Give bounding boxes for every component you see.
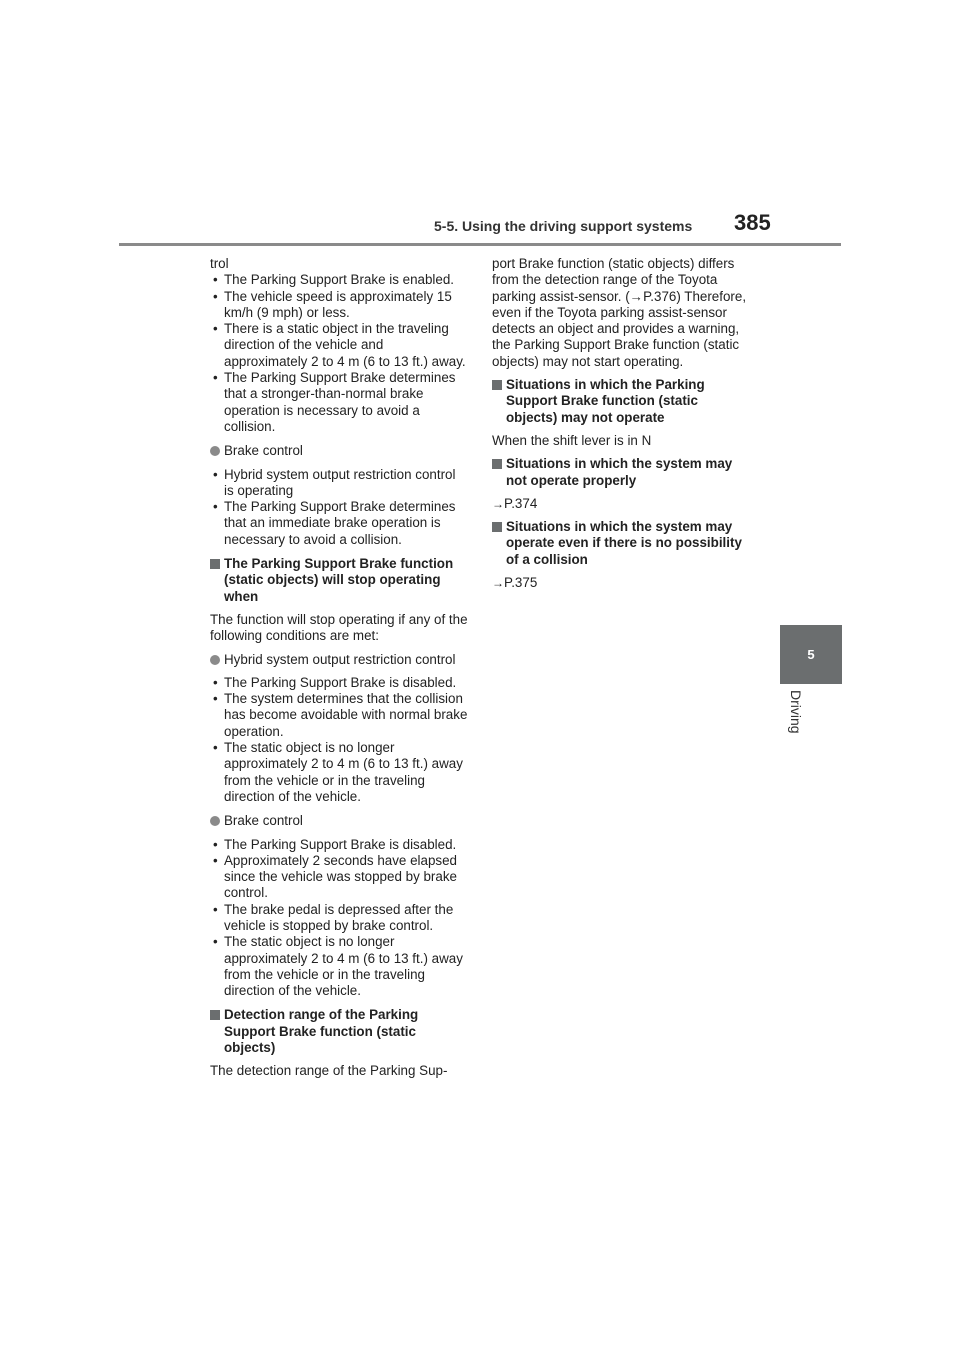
right-column xyxy=(492,256,750,598)
page-reference-text: P.374 xyxy=(504,495,538,511)
list-item: • The vehicle speed is approximately 15 km/h (9 mph) or less. xyxy=(210,289,468,322)
page-reference-link[interactable] xyxy=(492,575,750,591)
left-column xyxy=(210,256,468,1087)
list-item: • The static object is no longer approximately 2 to 4 m (6 to 13 ft.) away from the vehicle or in the traveling direction of the vehicle. xyxy=(210,934,468,999)
may-not-operate-heading xyxy=(492,377,750,426)
no-collision-title: Situations in which the system may operate even if there is no possibility of a collision xyxy=(506,519,742,567)
list-item: • The static object is no longer approximately 2 to 4 m (6 to 13 ft.) away from the vehicle or in the traveling direction of the vehicle. xyxy=(210,740,468,805)
not-properly-title: Situations in which the system may not operate properly xyxy=(506,456,733,488)
stop-heading-text: The Parking Support Brake function (static objects) will stop operating when xyxy=(224,556,454,604)
brake-control-stop-list xyxy=(210,837,468,1000)
page-reference-link[interactable] xyxy=(492,496,750,512)
square-bullet-icon xyxy=(492,522,502,532)
stop-operating-heading xyxy=(210,556,468,605)
list-item: • The system determines that the collision has become avoidable with normal brake operation. xyxy=(210,691,468,740)
list-item: • The Parking Support Brake determines that an immediate brake operation is necessary to avoid a collision. xyxy=(210,499,468,548)
condition-list xyxy=(210,272,468,435)
page-reference-text: P.375 xyxy=(504,575,538,591)
hybrid-restriction-heading xyxy=(210,652,468,668)
circle-bullet-icon xyxy=(210,446,220,456)
arrow-right-icon: → xyxy=(492,496,504,511)
square-bullet-icon xyxy=(492,380,502,390)
square-bullet-icon xyxy=(210,1010,220,1020)
not-properly-heading xyxy=(492,456,750,489)
stop-intro: The function will stop operating if any of the following conditions are met: xyxy=(210,611,468,644)
continued-text: trol xyxy=(210,256,229,271)
brake-control-heading xyxy=(210,813,468,829)
section-title: 5-5. Using the driving support systems xyxy=(434,218,693,234)
no-collision-heading xyxy=(492,519,750,568)
list-item: • The Parking Support Brake is disabled. xyxy=(210,675,468,691)
hybrid-restriction-list xyxy=(210,675,468,805)
list-item: • Hybrid system output restriction control is operating xyxy=(210,467,468,500)
brake-control-title: Brake control xyxy=(224,813,303,829)
list-item: • Approximately 2 seconds have elapsed since the vehicle was stopped by brake control. xyxy=(210,853,468,902)
hybrid-restriction-title: Hybrid system output restriction control xyxy=(224,651,456,667)
circle-bullet-icon xyxy=(210,655,220,665)
list-item: • There is a static object in the traveling direction of the vehicle and approximately 2 to 4 m (6 to 13 ft.) away. xyxy=(210,321,468,370)
list-item: • The Parking Support Brake determines that a stronger-than-normal brake operation is necessary to avoid a collision. xyxy=(210,370,468,435)
header-divider xyxy=(119,243,841,246)
list-item: • The brake pedal is depressed after the vehicle is stopped by brake control. xyxy=(210,902,468,935)
may-not-operate-text: When the shift lever is in N xyxy=(492,432,652,448)
chapter-number: 5 xyxy=(807,647,815,662)
brake-control-list xyxy=(210,467,468,548)
detection-continued-text: port Brake function (static objects) differs from the detection range of the Toyota parking assist-sensor. (→P.376) Therefore, even if the Toyota parking assist-sensor detects an object and provides a warning, the Parking Support Brake function (static objects) may not start operating. xyxy=(492,256,747,369)
chapter-tab xyxy=(780,625,842,684)
may-not-operate-title: Situations in which the Parking Support Brake function (static objects) may not operate xyxy=(506,377,705,425)
arrow-right-icon: → xyxy=(492,576,504,591)
detection-range-heading xyxy=(210,1007,468,1056)
square-bullet-icon xyxy=(210,559,220,569)
brake-control-heading xyxy=(210,443,468,459)
list-item: • The Parking Support Brake is disabled. xyxy=(210,837,468,853)
chapter-label: Driving xyxy=(788,690,804,734)
detection-text: The detection range of the Parking Sup- xyxy=(210,1063,448,1079)
square-bullet-icon xyxy=(492,459,502,469)
brake-control-title: Brake control xyxy=(224,443,303,459)
circle-bullet-icon xyxy=(210,816,220,826)
page-number: 385 xyxy=(734,210,771,235)
list-item: • The Parking Support Brake is enabled. xyxy=(210,272,468,288)
detection-heading-text: Detection range of the Parking Support Brake function (static objects) xyxy=(224,1007,419,1056)
